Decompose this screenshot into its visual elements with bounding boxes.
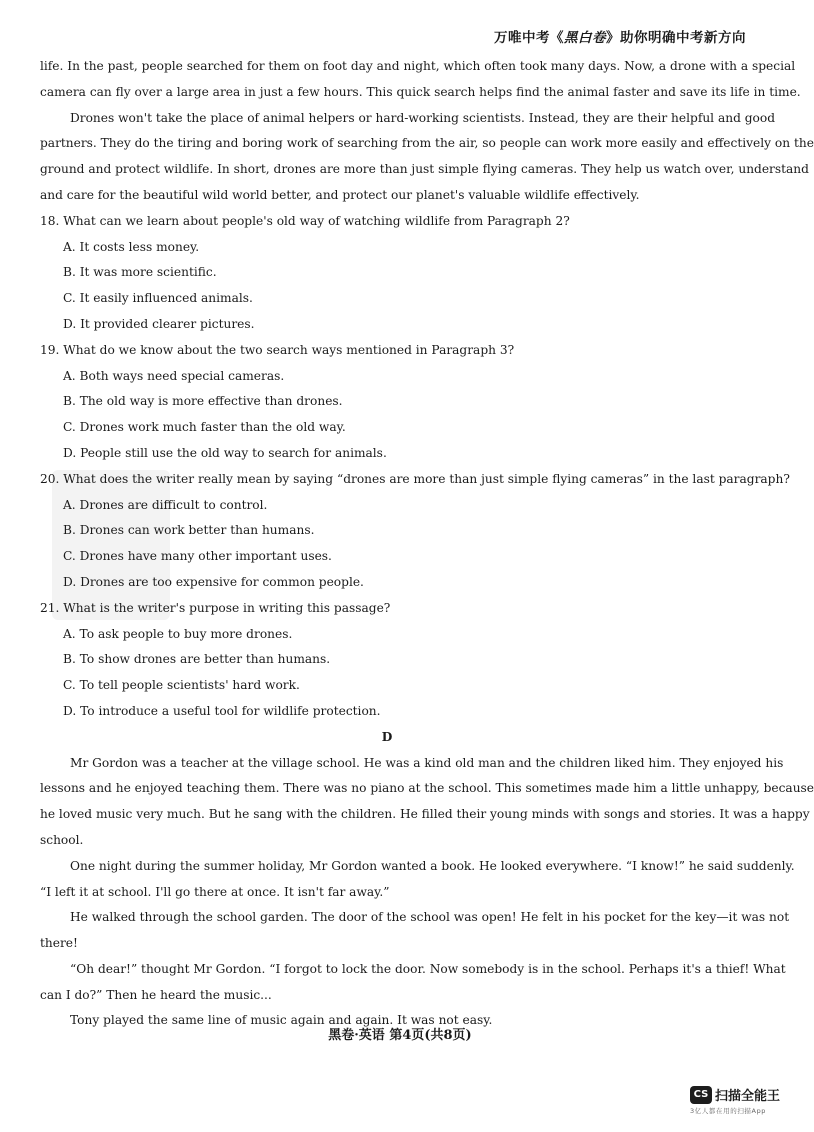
question-20: 20. What does the writer really mean by saying “drones are more than just simple flying cameras” in the last paragraph? bbox=[40, 471, 790, 486]
header-text-emphasis: 黑白卷 bbox=[564, 30, 606, 46]
q20-option-a: A. Drones are difficult to control. bbox=[63, 497, 268, 512]
passage-line: school. bbox=[40, 832, 84, 847]
q18-option-b: B. It was more scientific. bbox=[63, 265, 217, 280]
passage-line: life. In the past, people searched for them on foot day and night, which often took many days. Now, a drone with a special bbox=[40, 59, 796, 73]
q20-option-c: C. Drones have many other important uses. bbox=[63, 549, 332, 564]
q21-option-c: C. To tell people scientists' hard work. bbox=[63, 678, 300, 693]
q18-option-a: A. It costs less money. bbox=[63, 239, 200, 254]
q19-option-d: D. People still use the old way to search for animals. bbox=[63, 445, 387, 460]
passage-line: “Oh dear!” thought Mr Gordon. “I forgot to lock the door. Now somebody is in the school. Perhaps it's a thief! What bbox=[70, 961, 786, 976]
header-text-post: 》助你明确中考新方向 bbox=[606, 30, 746, 46]
passage-line: Mr Gordon was a teacher at the village school. He was a kind old man and the children liked him. They enjoyed his bbox=[70, 755, 784, 770]
passage-line: he loved music very much. But he sang with the children. He filled their young minds with songs and stories. It was a happy bbox=[40, 807, 810, 822]
question-19: 19. What do we know about the two search ways mentioned in Paragraph 3? bbox=[40, 342, 515, 357]
page-content bbox=[40, 54, 814, 1034]
passage-line: ground and protect wildlife. In short, drones are more than just simple flying cameras. They help us watch over, understand bbox=[40, 162, 809, 177]
question-18: 18. What can we learn about people's old way of watching wildlife from Paragraph 2? bbox=[40, 213, 570, 228]
passage-line: and care for the beautiful wild world better, and protect our planet's valuable wildlife effectively. bbox=[40, 187, 640, 202]
passage-line: camera can fly over a large area in just a few hours. This quick search helps find the animal faster and save its life in time. bbox=[40, 84, 801, 99]
q21-option-d: D. To introduce a useful tool for wildlife protection. bbox=[63, 703, 381, 718]
q19-option-c: C. Drones work much faster than the old way. bbox=[63, 420, 346, 435]
passage-line: Drones won't take the place of animal helpers or hard-working scientists. Instead, they are their helpful and good bbox=[70, 110, 776, 125]
page-footer: 黑卷·英语 第4页(共8页) bbox=[328, 1028, 472, 1043]
watermark-name: 扫描全能王 bbox=[714, 1089, 780, 1104]
passage-line: “I left it at school. I'll go there at once. It isn't far away.” bbox=[40, 884, 390, 899]
passage-line: Tony played the same line of music again and again. It was not easy. bbox=[70, 1013, 493, 1028]
q20-option-b: B. Drones can work better than humans. bbox=[63, 523, 315, 538]
q21-option-b: B. To show drones are better than humans. bbox=[63, 652, 331, 667]
passage-line: partners. They do the tiring and boring work of searching from the air, so people can work more easily and effectively on the bbox=[40, 136, 814, 151]
header-text-pre: 万唯中考《 bbox=[494, 30, 564, 46]
q19-option-b: B. The old way is more effective than drones. bbox=[63, 394, 343, 409]
q21-option-a: A. To ask people to buy more drones. bbox=[63, 626, 293, 641]
passage-line: can I do?” Then he heard the music... bbox=[40, 987, 272, 1002]
passage-line: He walked through the school garden. The door of the school was open! He felt in his pocket for the key—it was not bbox=[70, 910, 790, 925]
page-header bbox=[494, 26, 746, 46]
passage-line: lessons and he enjoyed teaching them. There was no piano at the school. This sometimes made him a little unhappy, because bbox=[40, 781, 814, 796]
camscanner-logo-icon: CS bbox=[690, 1086, 712, 1104]
q18-option-d: D. It provided clearer pictures. bbox=[63, 316, 255, 331]
q18-option-c: C. It easily influenced animals. bbox=[63, 291, 253, 306]
q20-option-d: D. Drones are too expensive for common people. bbox=[63, 574, 364, 589]
scanner-watermark bbox=[690, 1084, 780, 1115]
q19-option-a: A. Both ways need special cameras. bbox=[63, 368, 285, 383]
section-d-title: D bbox=[381, 729, 393, 744]
passage-line: there! bbox=[40, 936, 78, 951]
passage-line: One night during the summer holiday, Mr Gordon wanted a book. He looked everywhere. “I know!” he said suddenly. bbox=[70, 858, 795, 873]
question-21: 21. What is the writer's purpose in writing this passage? bbox=[40, 600, 391, 615]
watermark-subtitle: 3亿人都在用的扫描App bbox=[689, 1107, 767, 1115]
